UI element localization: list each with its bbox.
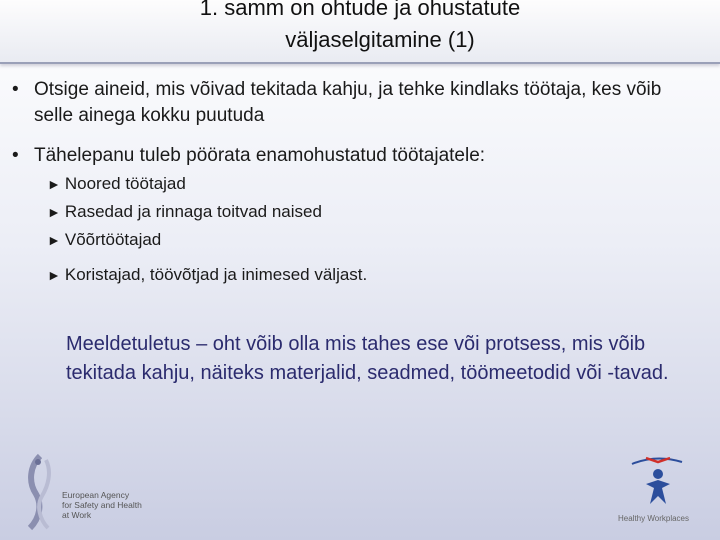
eu-osha-logo	[22, 452, 172, 532]
healthy-workplaces-logo	[612, 452, 712, 532]
arrow-right-icon: ►	[47, 267, 61, 283]
healthy-workplaces-caption: Healthy Workplaces	[618, 514, 689, 523]
slide-title	[0, 0, 720, 56]
agency-name	[62, 490, 172, 520]
bullet-text: Tähelepanu tuleb pöörata enamohustatud töötajatele:	[34, 145, 486, 166]
agency-name-line: for Safety and Health	[62, 500, 142, 510]
arrow-right-icon: ►	[47, 204, 61, 220]
agency-name-line: at Work	[62, 510, 92, 520]
slide-title-line-1: 1. samm on ohtude ja ohustatute	[199, 0, 521, 20]
sub-item-text: Rasedad ja rinnaga toitvad naised	[64, 202, 322, 221]
sub-item	[47, 230, 161, 250]
slide-title-line-2: väljaselgitamine (1)	[285, 27, 475, 52]
sub-item-text: Noored töötajad	[64, 174, 186, 193]
bullet-marker: •	[12, 145, 19, 166]
bullet-item	[12, 77, 694, 129]
healthy-workplaces-figure-icon	[612, 452, 712, 514]
bullet-marker: •	[12, 79, 19, 100]
sub-item-text: Koristajad, töövõtjad ja inimesed väljast.	[64, 265, 368, 284]
arrow-right-icon: ►	[47, 232, 61, 248]
arrow-right-icon: ►	[47, 176, 61, 192]
bullet-text: Otsige aineid, mis võivad tekitada kahju, ja tehke kindlaks töötaja, kes võib selle ainega kokku puutuda	[34, 79, 662, 126]
bullet-item	[12, 143, 694, 169]
sub-item	[47, 265, 367, 285]
reminder-note: Meeldetuletus – oht võib olla mis tahes ese või protsess, mis võib tekitada kahju, näiteks materjalid, seadmed, töömeetodid või -tavad.	[66, 333, 669, 384]
sub-item-text: Võõrtöötajad	[64, 230, 162, 249]
title-bar	[0, 0, 720, 64]
sub-item	[47, 202, 322, 222]
eu-osha-emblem-icon	[22, 452, 62, 532]
agency-name-line: European Agency	[62, 490, 130, 500]
sub-item	[47, 174, 186, 194]
